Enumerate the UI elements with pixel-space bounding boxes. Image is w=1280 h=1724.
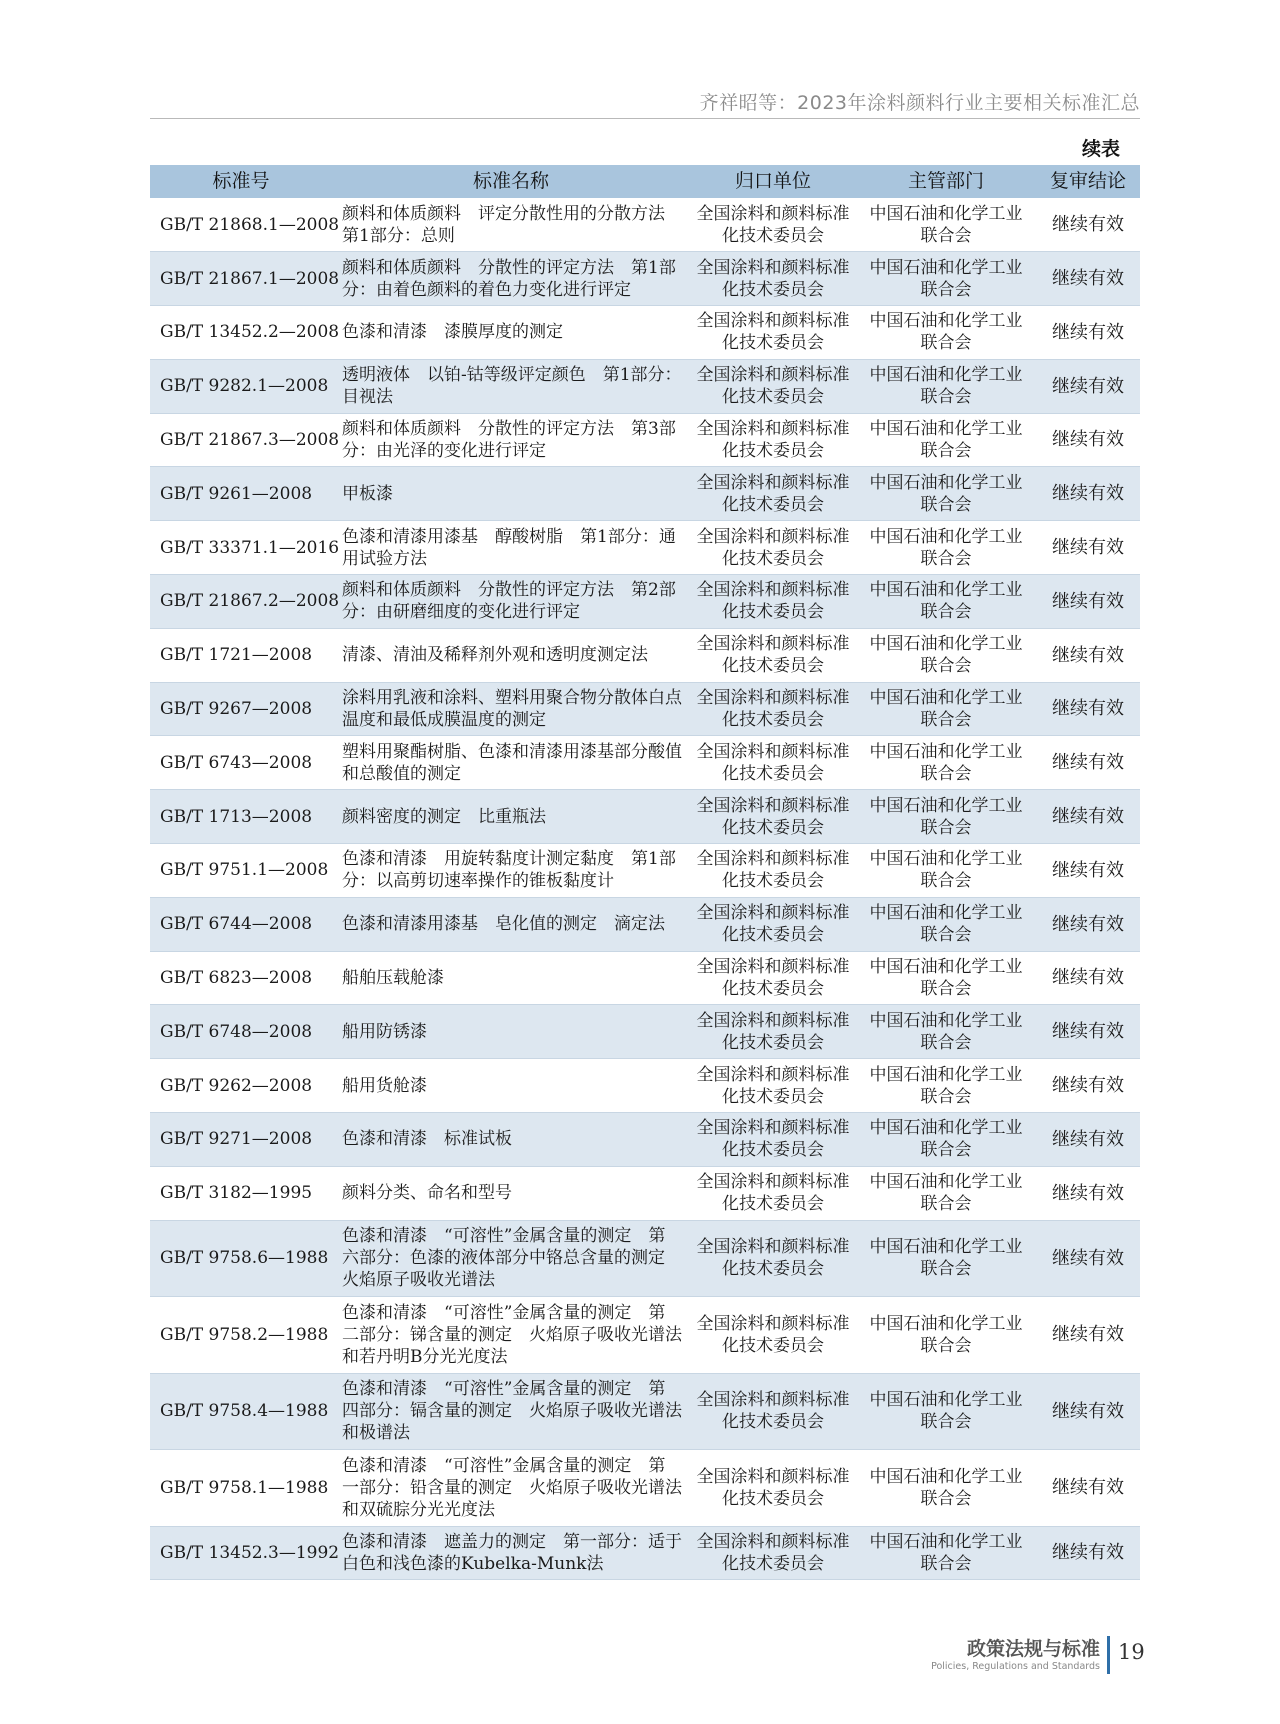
table-row: [150, 1297, 1140, 1374]
standard-number-cell: GB/T 9267—2008: [160, 699, 313, 720]
standard-name-cell: 船舶压载舱漆: [342, 968, 444, 988]
responsible-unit-cell: 全国涂料和颜料标准化技术委员会: [696, 311, 850, 354]
standard-number-cell: GB/T 9262—2008: [160, 1075, 313, 1096]
table-row: [150, 628, 1140, 682]
responsible-unit-cell: 全国涂料和颜料标准化技术委员会: [696, 1172, 850, 1215]
standard-number-cell: GB/T 6748—2008: [160, 1021, 313, 1042]
responsible-unit-cell: 全国涂料和颜料标准化技术委员会: [696, 634, 850, 677]
standard-name-cell: 色漆和清漆 用旋转黏度计测定黏度 第1部分：以高剪切速率操作的锥板黏度计: [342, 849, 676, 892]
department-cell: 中国石油和化学工业联合会: [869, 1390, 1023, 1433]
review-result-cell: 继续有效: [1052, 1477, 1124, 1499]
responsible-unit-cell: 全国涂料和颜料标准化技术委员会: [696, 687, 850, 731]
table-row: [150, 951, 1140, 1005]
column-header-standard-no: 标准号: [150, 165, 332, 198]
review-result-cell: 继续有效: [1052, 1074, 1124, 1096]
table-row: [150, 1059, 1140, 1113]
responsible-unit-cell: 全国涂料和颜料标准化技术委员会: [696, 1237, 850, 1280]
review-result-cell: 继续有效: [1052, 967, 1124, 989]
table-row: [150, 252, 1140, 306]
standard-name-cell: 色漆和清漆 “可溶性”金属含量的测定 第一部分：铅含量的测定 火焰原子吸收光谱法和双硫腙分光光度法: [342, 1455, 682, 1520]
standard-number-cell: GB/T 33371.1—2016: [160, 537, 340, 558]
review-result-cell: 继续有效: [1052, 429, 1124, 451]
review-result-cell: 继续有效: [1052, 859, 1124, 881]
review-result-cell: 继续有效: [1052, 913, 1124, 935]
standard-name-cell: 船用防锈漆: [342, 1021, 427, 1042]
standard-name-cell: 色漆和清漆 漆膜厚度的测定: [342, 322, 563, 343]
standard-name-cell: 颜料分类、命名和型号: [342, 1183, 512, 1204]
review-result-cell: 继续有效: [1052, 805, 1124, 827]
department-cell: 中国石油和化学工业联合会: [869, 1118, 1023, 1161]
department-cell: 中国石油和化学工业联合会: [869, 526, 1023, 569]
review-result-cell: 继续有效: [1052, 752, 1124, 774]
responsible-unit-cell: 全国涂料和颜料标准化技术委员会: [696, 795, 850, 838]
responsible-unit-cell: 全国涂料和颜料标准化技术委员会: [696, 849, 850, 892]
responsible-unit-cell: 全国涂料和颜料标准化技术委员会: [696, 956, 850, 1000]
standard-name-cell: 清漆、清油及稀释剂外观和透明度测定法: [342, 645, 648, 666]
table-row: [150, 790, 1140, 844]
review-result-cell: 继续有效: [1052, 1324, 1124, 1346]
department-cell: 中国石油和化学工业联合会: [869, 687, 1023, 731]
responsible-unit-cell: 全国涂料和颜料标准化技术委员会: [696, 1010, 850, 1053]
department-cell: 中国石油和化学工业联合会: [869, 1172, 1023, 1215]
standard-number-cell: GB/T 13452.2—2008: [160, 322, 340, 343]
table-row: [150, 1166, 1140, 1220]
standard-name-cell: 色漆和清漆 “可溶性”金属含量的测定 第二部分：锑含量的测定 火焰原子吸收光谱法和若丹明B分光光度法: [342, 1302, 682, 1367]
standard-number-cell: GB/T 9758.1—1988: [160, 1477, 329, 1498]
standard-name-cell: 颜料密度的测定 比重瓶法: [342, 806, 546, 827]
review-result-cell: 继续有效: [1052, 698, 1124, 720]
standard-number-cell: GB/T 1721—2008: [160, 645, 313, 666]
standard-number-cell: GB/T 6743—2008: [160, 752, 313, 773]
column-header-standard-name: 标准名称: [332, 165, 690, 198]
standard-name-cell: 色漆和清漆 标准试板: [342, 1129, 512, 1150]
review-result-cell: 继续有效: [1052, 536, 1124, 558]
table-row: [150, 198, 1140, 252]
responsible-unit-cell: 全国涂料和颜料标准化技术委员会: [696, 1064, 850, 1107]
table-row: [150, 897, 1140, 951]
table-caption: 续表: [1081, 138, 1120, 160]
responsible-unit-cell: 全国涂料和颜料标准化技术委员会: [696, 1118, 850, 1161]
responsible-unit-cell: 全国涂料和颜料标准化技术委员会: [696, 580, 850, 623]
department-cell: 中国石油和化学工业联合会: [869, 418, 1023, 462]
standard-name-cell: 颜料和体质颜料 分散性的评定方法 第2部分：由研磨细度的变化进行评定: [342, 580, 676, 623]
table-row: [150, 1373, 1140, 1450]
review-result-cell: 继续有效: [1052, 644, 1124, 666]
department-cell: 中国石油和化学工业联合会: [869, 1237, 1023, 1280]
responsible-unit-cell: 全国涂料和颜料标准化技术委员会: [696, 1313, 850, 1356]
standard-name-cell: 透明液体 以铂-钴等级评定颜色 第1部分：目视法: [342, 365, 682, 408]
column-header-responsible-unit: 归口单位: [690, 165, 856, 198]
table-row: [150, 1113, 1140, 1167]
table-row: [150, 521, 1140, 575]
standards-table: [150, 165, 1140, 1580]
department-cell: 中国石油和化学工业联合会: [869, 1064, 1023, 1107]
responsible-unit-cell: 全国涂料和颜料标准化技术委员会: [696, 365, 850, 408]
review-result-cell: 继续有效: [1052, 321, 1124, 343]
standard-number-cell: GB/T 6823—2008: [160, 968, 313, 988]
review-result-cell: 继续有效: [1052, 590, 1124, 612]
header-divider: [150, 118, 1140, 119]
table-row: [150, 575, 1140, 629]
responsible-unit-cell: 全国涂料和颜料标准化技术委员会: [696, 1466, 850, 1509]
footer-section-title: 政策法规与标准: [966, 1638, 1100, 1660]
standard-number-cell: GB/T 9271—2008: [160, 1129, 313, 1150]
standard-number-cell: GB/T 21867.2—2008: [160, 591, 340, 612]
footer-section-subtitle: Policies, Regulations and Standards: [931, 1661, 1100, 1672]
review-result-cell: 继续有效: [1052, 1128, 1124, 1150]
table-row: [150, 682, 1140, 736]
review-result-cell: 继续有效: [1052, 1400, 1124, 1422]
department-cell: 中国石油和化学工业联合会: [869, 1313, 1023, 1356]
footer-accent-bar: [1107, 1636, 1110, 1674]
department-cell: 中国石油和化学工业联合会: [869, 257, 1023, 300]
responsible-unit-cell: 全国涂料和颜料标准化技术委员会: [696, 903, 850, 946]
running-title: 齐祥昭等：2023年涂料颜料行业主要相关标准汇总: [699, 92, 1140, 114]
department-cell: 中国石油和化学工业联合会: [869, 203, 1023, 246]
responsible-unit-cell: 全国涂料和颜料标准化技术委员会: [696, 472, 850, 515]
standard-number-cell: GB/T 6744—2008: [160, 914, 313, 935]
department-cell: 中国石油和化学工业联合会: [869, 311, 1023, 354]
standard-number-cell: GB/T 13452.3—1992: [160, 1542, 340, 1563]
table-row: [150, 1005, 1140, 1059]
standard-number-cell: GB/T 9261—2008: [160, 483, 313, 504]
review-result-cell: 继续有效: [1052, 1021, 1124, 1043]
table-header: [150, 165, 1140, 198]
responsible-unit-cell: 全国涂料和颜料标准化技术委员会: [696, 1390, 850, 1433]
department-cell: 中国石油和化学工业联合会: [869, 1466, 1023, 1509]
responsible-unit-cell: 全国涂料和颜料标准化技术委员会: [696, 1531, 850, 1575]
department-cell: 中国石油和化学工业联合会: [869, 956, 1023, 1000]
department-cell: 中国石油和化学工业联合会: [869, 741, 1023, 784]
department-cell: 中国石油和化学工业联合会: [869, 580, 1023, 623]
review-result-cell: 继续有效: [1052, 1182, 1124, 1204]
standard-name-cell: 颜料和体质颜料 分散性的评定方法 第3部分：由光泽的变化进行评定: [342, 418, 676, 462]
responsible-unit-cell: 全国涂料和颜料标准化技术委员会: [696, 203, 850, 246]
standard-number-cell: GB/T 9751.1—2008: [160, 860, 329, 881]
table-row: [150, 1220, 1140, 1297]
standard-name-cell: 船用货舱漆: [342, 1075, 427, 1096]
standard-number-cell: GB/T 9282.1—2008: [160, 376, 329, 397]
department-cell: 中国石油和化学工业联合会: [869, 795, 1023, 838]
standard-name-cell: 色漆和清漆 遮盖力的测定 第一部分：适于白色和浅色漆的Kubelka-Munk法: [342, 1531, 682, 1575]
standard-number-cell: GB/T 21867.3—2008: [160, 430, 340, 451]
responsible-unit-cell: 全国涂料和颜料标准化技术委员会: [696, 257, 850, 300]
table-body: [150, 198, 1140, 1580]
standard-number-cell: GB/T 21868.1—2008: [160, 214, 340, 235]
table-row: [150, 1450, 1140, 1527]
standard-name-cell: 色漆和清漆 “可溶性”金属含量的测定 第四部分：镉含量的测定 火焰原子吸收光谱法和极谱法: [342, 1379, 682, 1444]
responsible-unit-cell: 全国涂料和颜料标准化技术委员会: [696, 418, 850, 462]
standard-name-cell: 色漆和清漆用漆基 醇酸树脂 第1部分：通用试验方法: [342, 526, 676, 569]
standard-name-cell: 颜料和体质颜料 评定分散性用的分散方法 第1部分：总则: [342, 203, 682, 246]
standard-number-cell: GB/T 1713—2008: [160, 806, 313, 827]
table-row: [150, 306, 1140, 360]
page-number: 19: [1118, 1640, 1145, 1664]
standard-name-cell: 甲板漆: [342, 483, 393, 504]
standard-number-cell: GB/T 9758.4—1988: [160, 1401, 329, 1422]
responsible-unit-cell: 全国涂料和颜料标准化技术委员会: [696, 526, 850, 569]
standard-number-cell: GB/T 21867.1—2008: [160, 268, 340, 289]
department-cell: 中国石油和化学工业联合会: [869, 1531, 1023, 1575]
department-cell: 中国石油和化学工业联合会: [869, 903, 1023, 946]
review-result-cell: 继续有效: [1052, 213, 1124, 235]
review-result-cell: 继续有效: [1052, 1247, 1124, 1269]
department-cell: 中国石油和化学工业联合会: [869, 472, 1023, 515]
table-row: [150, 844, 1140, 898]
table-row: [150, 467, 1140, 521]
standard-number-cell: GB/T 3182—1995: [160, 1183, 313, 1204]
standard-name-cell: 颜料和体质颜料 分散性的评定方法 第1部分：由着色颜料的着色力变化进行评定: [342, 257, 676, 300]
standard-name-cell: 涂料用乳液和涂料、塑料用聚合物分散体白点温度和最低成膜温度的测定: [342, 687, 682, 731]
column-header-review-result: 复审结论: [1036, 165, 1140, 198]
review-result-cell: 继续有效: [1052, 375, 1124, 397]
table-row: [150, 1526, 1140, 1580]
review-result-cell: 继续有效: [1052, 483, 1124, 505]
standard-number-cell: GB/T 9758.6—1988: [160, 1248, 329, 1269]
standard-name-cell: 色漆和清漆 “可溶性”金属含量的测定 第六部分：色漆的液体部分中铬总含量的测定 火焰原子吸收光谱法: [342, 1226, 682, 1291]
department-cell: 中国石油和化学工业联合会: [869, 365, 1023, 408]
standard-name-cell: 色漆和清漆用漆基 皂化值的测定 滴定法: [342, 914, 665, 935]
table-row: [150, 359, 1140, 413]
column-header-department: 主管部门: [856, 165, 1036, 198]
department-cell: 中国石油和化学工业联合会: [869, 849, 1023, 892]
standard-number-cell: GB/T 9758.2—1988: [160, 1324, 329, 1345]
standard-name-cell: 塑料用聚酯树脂、色漆和清漆用漆基部分酸值和总酸值的测定: [342, 741, 682, 784]
responsible-unit-cell: 全国涂料和颜料标准化技术委员会: [696, 741, 850, 784]
review-result-cell: 继续有效: [1052, 268, 1124, 289]
table-row: [150, 736, 1140, 790]
department-cell: 中国石油和化学工业联合会: [869, 1010, 1023, 1053]
department-cell: 中国石油和化学工业联合会: [869, 634, 1023, 677]
review-result-cell: 继续有效: [1052, 1542, 1124, 1564]
table-header-row: [150, 165, 1140, 198]
table-row: [150, 413, 1140, 467]
